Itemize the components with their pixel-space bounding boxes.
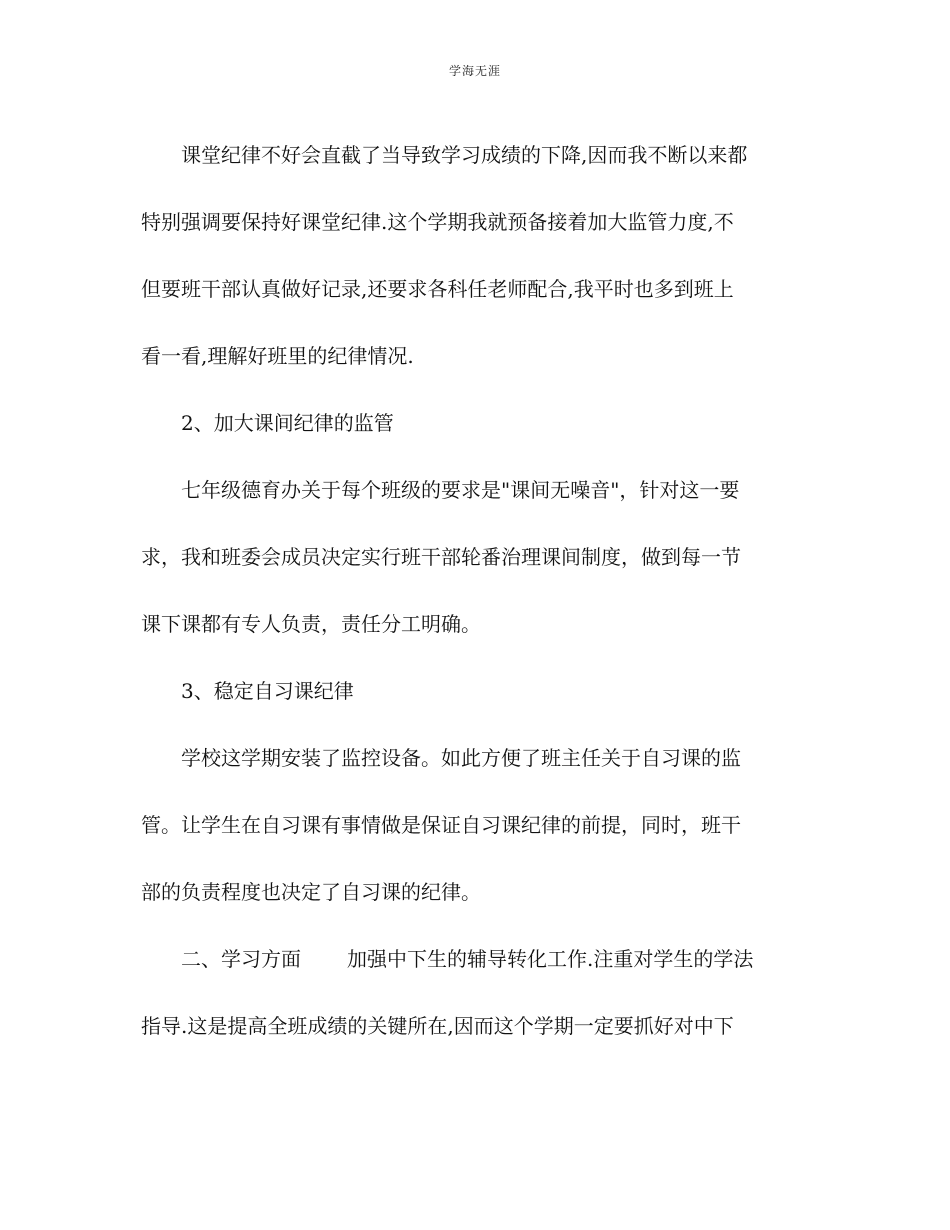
text-line: 看一看,理解好班里的纪律情况. [141, 344, 414, 368]
section-heading: 二、学习方面 [181, 947, 301, 971]
subheading-line: 3、稳定自习课纪律 [181, 679, 354, 703]
text-line: 管。让学生在自习课有事情做是保证自习课纪律的前提，同时，班干 [141, 813, 741, 837]
text-line: 部的负责程度也决定了自习课的纪律。 [141, 880, 481, 904]
subheading-line: 2、加大课间纪律的监管 [181, 411, 394, 435]
text-line: 七年级德育办关于每个班级的要求是"课间无噪音"，针对这一要 [181, 478, 740, 502]
text-line: 课下课都有专人负责，责任分工明确。 [141, 612, 481, 636]
text-line: 但要班干部认真做好记录,还要求各科任老师配合,我平时也多到班上 [141, 277, 734, 301]
text-line: 学校这学期安装了监控设备。如此方便了班主任关于自习课的监 [181, 746, 741, 770]
section-text: 加强中下生的辅导转化工作.注重对学生的学法 [347, 947, 754, 971]
text-line: 特别强调要保持好课堂纪律.这个学期我就预备接着加大监管力度,不 [141, 210, 734, 234]
text-line: 指导.这是提高全班成绩的关键所在,因而这个学期一定要抓好对中下 [141, 1014, 734, 1038]
text-line: 课堂纪律不好会直截了当导致学习成绩的下降,因而我不断以来都 [181, 143, 748, 167]
page-header: 学海无涯 [448, 64, 501, 78]
section-line [141, 926, 813, 993]
text-line: 求，我和班委会成员决定实行班干部轮番治理课间制度，做到每一节 [141, 545, 741, 569]
document-body [141, 122, 813, 1060]
